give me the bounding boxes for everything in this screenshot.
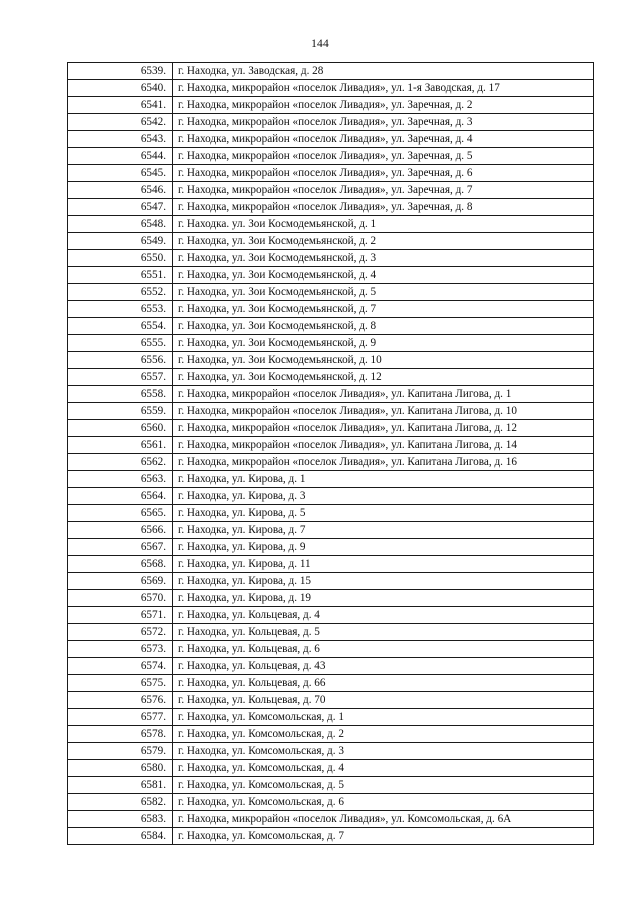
row-address: г. Находка, ул. Зои Космодемьянской, д. 4: [173, 267, 594, 284]
row-number: 6565.: [68, 505, 173, 522]
row-address: г. Находка, ул. Комсомольская, д. 7: [173, 828, 594, 845]
table-row: [68, 386, 594, 403]
row-number: 6584.: [68, 828, 173, 845]
row-address: г. Находка, ул. Кирова, д. 7: [173, 522, 594, 539]
row-address: г. Находка, ул. Кольцевая, д. 43: [173, 658, 594, 675]
row-number: 6573.: [68, 641, 173, 658]
row-address: г. Находка, микрорайон «поселок Ливадия», ул. Заречная, д. 8: [173, 199, 594, 216]
row-number: 6569.: [68, 573, 173, 590]
table-row: [68, 760, 594, 777]
row-address: г. Находка, микрорайон «поселок Ливадия», ул. Комсомольская, д. 6А: [173, 811, 594, 828]
table-row: [68, 165, 594, 182]
row-number: 6556.: [68, 352, 173, 369]
row-number: 6555.: [68, 335, 173, 352]
table-row: [68, 794, 594, 811]
row-number: 6563.: [68, 471, 173, 488]
table-row: [68, 709, 594, 726]
table-row: [68, 97, 594, 114]
table-row: [68, 777, 594, 794]
row-address: г. Находка, ул. Зои Космодемьянской, д. 5: [173, 284, 594, 301]
table-row: [68, 284, 594, 301]
row-number: 6575.: [68, 675, 173, 692]
row-address: г. Находка, ул. Кирова, д. 15: [173, 573, 594, 590]
table-row: [68, 726, 594, 743]
table-row: [68, 539, 594, 556]
table-row: [68, 658, 594, 675]
row-address: г. Находка, ул. Кирова, д. 3: [173, 488, 594, 505]
table-row: [68, 556, 594, 573]
row-address: г. Находка, ул. Кирова, д. 1: [173, 471, 594, 488]
table-row: [68, 131, 594, 148]
table-row: [68, 811, 594, 828]
table-row: [68, 63, 594, 80]
row-number: 6546.: [68, 182, 173, 199]
row-address: г. Находка, ул. Зои Космодемьянской, д. 8: [173, 318, 594, 335]
row-address: г. Находка, ул. Зои Космодемьянской, д. 9: [173, 335, 594, 352]
table-row: [68, 80, 594, 97]
table-row: [68, 505, 594, 522]
row-number: 6562.: [68, 454, 173, 471]
row-number: 6568.: [68, 556, 173, 573]
row-number: 6572.: [68, 624, 173, 641]
table-row: [68, 182, 594, 199]
row-number: 6581.: [68, 777, 173, 794]
row-number: 6545.: [68, 165, 173, 182]
table-row: [68, 369, 594, 386]
row-number: 6554.: [68, 318, 173, 335]
table-row: [68, 199, 594, 216]
row-number: 6560.: [68, 420, 173, 437]
row-address: г. Находка, ул. Кольцевая, д. 5: [173, 624, 594, 641]
row-address: г. Находка, микрорайон «поселок Ливадия», ул. Капитана Лигова, д. 12: [173, 420, 594, 437]
table-row: [68, 488, 594, 505]
row-number: 6583.: [68, 811, 173, 828]
row-number: 6582.: [68, 794, 173, 811]
table-row: [68, 828, 594, 845]
table-row: [68, 352, 594, 369]
table-row: [68, 267, 594, 284]
row-number: 6559.: [68, 403, 173, 420]
row-address: г. Находка, ул. Зои Космодемьянской, д. 12: [173, 369, 594, 386]
table-row: [68, 250, 594, 267]
row-number: 6580.: [68, 760, 173, 777]
table-row: [68, 454, 594, 471]
table-row: [68, 624, 594, 641]
table-row: [68, 437, 594, 454]
row-address: г. Находка, ул. Кольцевая, д. 70: [173, 692, 594, 709]
table-body: [68, 63, 594, 845]
row-number: 6557.: [68, 369, 173, 386]
row-address: г. Находка, ул. Комсомольская, д. 3: [173, 743, 594, 760]
row-address: г. Находка, ул. Комсомольская, д. 5: [173, 777, 594, 794]
row-address: г. Находка, ул. Зои Космодемьянской, д. 7: [173, 301, 594, 318]
table-row: [68, 607, 594, 624]
row-address: г. Находка, ул. Зои Космодемьянской, д. 10: [173, 352, 594, 369]
row-number: 6541.: [68, 97, 173, 114]
table-row: [68, 471, 594, 488]
row-number: 6561.: [68, 437, 173, 454]
row-number: 6544.: [68, 148, 173, 165]
row-number: 6564.: [68, 488, 173, 505]
row-address: г. Находка, микрорайон «поселок Ливадия», ул. 1-я Заводская, д. 17: [173, 80, 594, 97]
row-number: 6579.: [68, 743, 173, 760]
row-address: г. Находка, ул. Зои Космодемьянской, д. 3: [173, 250, 594, 267]
table-row: [68, 573, 594, 590]
table-row: [68, 318, 594, 335]
row-address: г. Находка, ул. Кирова, д. 9: [173, 539, 594, 556]
row-address: г. Находка, ул. Заводская, д. 28: [173, 63, 594, 80]
page-number: 144: [311, 38, 329, 50]
row-address: г. Находка, микрорайон «поселок Ливадия», ул. Заречная, д. 5: [173, 148, 594, 165]
table-row: [68, 641, 594, 658]
row-number: 6566.: [68, 522, 173, 539]
row-number: 6558.: [68, 386, 173, 403]
row-number: 6574.: [68, 658, 173, 675]
row-address: г. Находка, микрорайон «поселок Ливадия», ул. Капитана Лигова, д. 1: [173, 386, 594, 403]
table-row: [68, 114, 594, 131]
row-address: г. Находка, ул. Кирова, д. 5: [173, 505, 594, 522]
row-number: 6549.: [68, 233, 173, 250]
row-address: г. Находка, ул. Комсомольская, д. 4: [173, 760, 594, 777]
row-number: 6548.: [68, 216, 173, 233]
row-number: 6578.: [68, 726, 173, 743]
row-address: г. Находка, ул. Кирова, д. 19: [173, 590, 594, 607]
address-table: [67, 62, 594, 845]
row-number: 6567.: [68, 539, 173, 556]
table-row: [68, 403, 594, 420]
row-number: 6543.: [68, 131, 173, 148]
table-row: [68, 522, 594, 539]
row-address: г. Находка, микрорайон «поселок Ливадия», ул. Капитана Лигова, д. 16: [173, 454, 594, 471]
row-address: г. Находка, микрорайон «поселок Ливадия», ул. Заречная, д. 3: [173, 114, 594, 131]
row-number: 6550.: [68, 250, 173, 267]
table-row: [68, 301, 594, 318]
table-row: [68, 420, 594, 437]
table-row: [68, 743, 594, 760]
row-address: г. Находка, ул. Кольцевая, д. 6: [173, 641, 594, 658]
row-number: 6576.: [68, 692, 173, 709]
table-row: [68, 590, 594, 607]
row-address: г. Находка, микрорайон «поселок Ливадия», ул. Заречная, д. 6: [173, 165, 594, 182]
row-number: 6553.: [68, 301, 173, 318]
table-row: [68, 216, 594, 233]
row-address: г. Находка, микрорайон «поселок Ливадия», ул. Капитана Лигова, д. 14: [173, 437, 594, 454]
row-address: г. Находка, ул. Комсомольская, д. 1: [173, 709, 594, 726]
row-address: г. Находка, микрорайон «поселок Ливадия», ул. Заречная, д. 2: [173, 97, 594, 114]
row-address: г. Находка, ул. Кольцевая, д. 66: [173, 675, 594, 692]
table-row: [68, 692, 594, 709]
row-address: г. Находка, микрорайон «поселок Ливадия», ул. Капитана Лигова, д. 10: [173, 403, 594, 420]
row-number: 6570.: [68, 590, 173, 607]
row-address: г. Находка, микрорайон «поселок Ливадия», ул. Заречная, д. 7: [173, 182, 594, 199]
row-number: 6540.: [68, 80, 173, 97]
row-address: г. Находка, ул. Комсомольская, д. 2: [173, 726, 594, 743]
row-number: 6552.: [68, 284, 173, 301]
row-address: г. Находка, ул. Кольцевая, д. 4: [173, 607, 594, 624]
row-number: 6547.: [68, 199, 173, 216]
table-row: [68, 233, 594, 250]
row-address: г. Находка, ул. Зои Космодемьянской, д. 2: [173, 233, 594, 250]
row-number: 6551.: [68, 267, 173, 284]
row-address: г. Находка, микрорайон «поселок Ливадия», ул. Заречная, д. 4: [173, 131, 594, 148]
row-address: г. Находка. ул. Зои Космодемьянской, д. 1: [173, 216, 594, 233]
table-row: [68, 675, 594, 692]
row-number: 6539.: [68, 63, 173, 80]
row-number: 6542.: [68, 114, 173, 131]
row-address: г. Находка, ул. Кирова, д. 11: [173, 556, 594, 573]
table-row: [68, 148, 594, 165]
table-row: [68, 335, 594, 352]
row-number: 6571.: [68, 607, 173, 624]
row-address: г. Находка, ул. Комсомольская, д. 6: [173, 794, 594, 811]
row-number: 6577.: [68, 709, 173, 726]
